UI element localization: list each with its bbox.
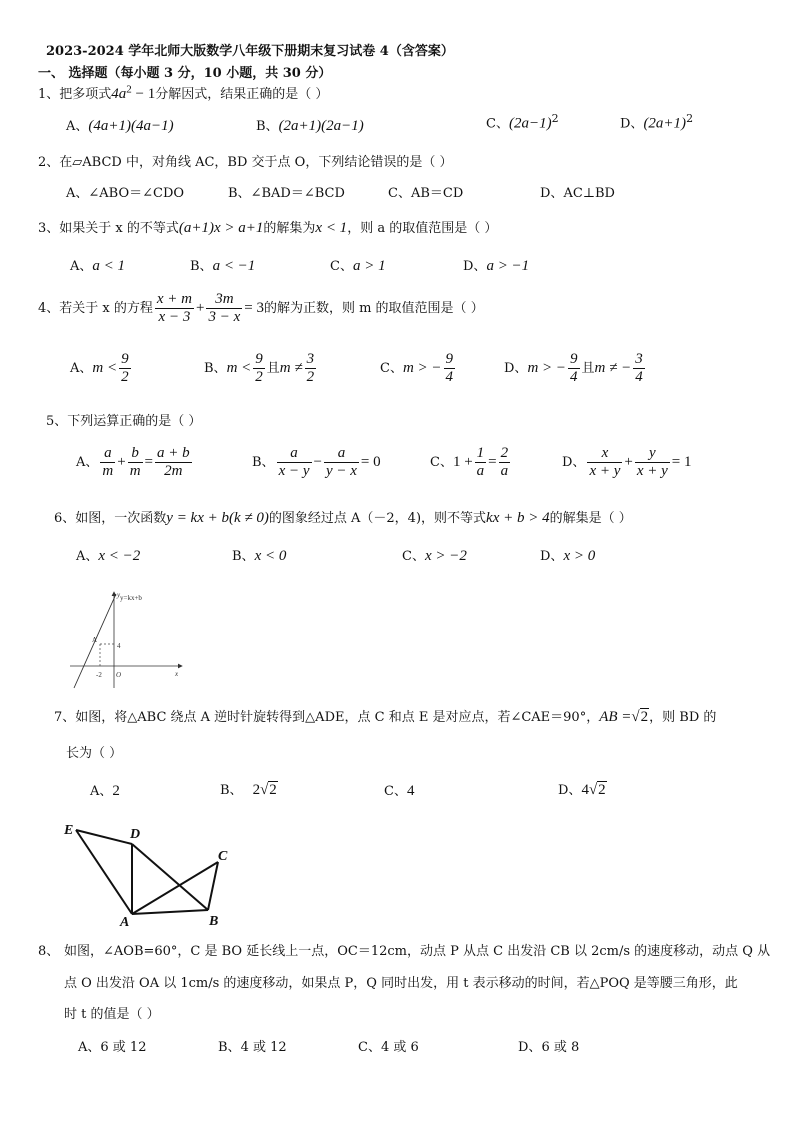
q5-option-d[interactable]: D、 $\frac{x}{x + y}$ + $\frac{y}{x + y}$ = 1 [562,445,692,479]
fraction: $\frac{3m}{3 - x}$ [208,291,241,325]
q7-option-b[interactable]: B、 2√2 [220,782,277,798]
q5-option-a[interactable]: A、 $\frac{a}{m}$ + $\frac{b}{m}$ = $\frac{a + b}{2m}$ [76,445,190,479]
line-label: y=kx+b [120,594,142,602]
q7-option-c[interactable]: C、4 [384,783,415,799]
label-d: D [130,827,141,842]
q8-option-c[interactable]: C、4 或 6 [358,1040,419,1055]
q4-option-a[interactable]: A、m < $\frac{9}{2}$ [70,351,129,385]
x-axis-label: x [175,670,179,678]
q1-option-c[interactable]: C、$(2a-1)^2$ [486,112,559,132]
y-axis-label: y [117,591,121,599]
x-tick-label: -2 [96,671,102,679]
question-8-line1: 如图，∠AOB=60°，C 是 BO 延长线上一点，OC＝12cm，动点 P 从点 C 出发沿 CB 以 2cm/s 的速度移动，动点 Q 从 [64,944,771,959]
q1-option-a[interactable]: A、(4a+1)(4a−1) [66,118,174,134]
question-3: 3、如果关于 x 的不等式(a+1)x > a+1的解集为x < 1，则 a 的取值范围是（ ） [38,220,498,236]
q6-option-c[interactable]: C、x > −2 [402,548,467,564]
segment-ab [132,910,208,914]
section-heading: 一、 选择题（每小题 3 分，10 小题，共 30 分） [38,66,332,81]
q2-option-a[interactable]: A、∠ABO＝∠CDO [66,186,185,201]
q3-option-d[interactable]: D、a > −1 [463,258,530,274]
q2-option-d[interactable]: D、AC⊥BD [540,186,615,201]
q7-option-d[interactable]: D、4√2 [558,782,606,798]
point-a-label: A [92,636,98,644]
question-8-number: 8、 [38,944,60,959]
question-5: 5、下列运算正确的是（ ） [46,414,202,429]
q2-option-c[interactable]: C、AB＝CD [388,186,464,201]
fraction: $\frac{x + m}{x - 3}$ [156,291,192,325]
label-e: E [64,823,74,838]
question-8-line3: 时 t 的值是（ ） [64,1007,160,1022]
question-6: 6、如图，一次函数y = kx + b(k ≠ 0)的图象经过点 A（－2，4)，则不等式kx + b > 4的解集是（ ） [54,510,632,526]
q3-option-b[interactable]: B、a < −1 [190,258,256,274]
q1-option-d[interactable]: D、$(2a+1)^2$ [620,112,694,132]
q3-option-c[interactable]: C、a > 1 [330,258,386,274]
rotation-figure [62,818,242,928]
question-1: 1、把多项式$4a^2 - 1$分解因式，结果正确的是（ ） [38,83,329,102]
question-7-line2: 长为（ ） [66,746,123,761]
q4-option-d[interactable]: D、m > − $\frac{9}{4}$ 且m ≠ − $\frac{3}{4}$ [504,351,643,385]
q8-option-b[interactable]: B、4 或 12 [218,1040,287,1055]
q4-option-c[interactable]: C、m > − $\frac{9}{4}$ [380,351,454,385]
question-4: 4、若关于 x 的方程 $\frac{x + m}{x - 3}$ + $\frac{3m}{3 - x}$ = 3的解为正数，则 m 的取值范围是（ ） [38,291,484,325]
q3-option-a[interactable]: A、a < 1 [70,258,126,274]
question-8-line2: 点 O 出发沿 OA 以 1cm/s 的速度移动，如果点 P，Q 同时出发，用 t 表示移动的时间，若△POQ 是等腰三角形，此 [64,976,738,991]
q4-option-b[interactable]: B、m < $\frac{9}{2}$ 且m ≠ $\frac{3}{2}$ [204,351,315,385]
q6-option-d[interactable]: D、x > 0 [540,548,596,564]
linear-function-graph [64,586,188,692]
segment-bc [208,862,218,910]
label-c: C [218,849,228,864]
question-2: 2、在▱ABCD 中，对角线 AC，BD 交于点 O，下列结论错误的是（ ） [38,155,453,170]
label-b: B [209,914,219,928]
q8-option-d[interactable]: D、6 或 8 [518,1040,580,1055]
q5-option-c[interactable]: C、1 + $\frac{1}{a}$ = $\frac{2}{a}$ [430,445,509,479]
q5-option-b[interactable]: B、 $\frac{a}{x - y}$ − $\frac{a}{y - x}$ = 0 [252,445,381,479]
q8-option-a[interactable]: A、6 或 12 [78,1040,147,1055]
q6-option-b[interactable]: B、x < 0 [232,548,287,564]
page-title: 2023-2024 学年北师大版数学八年级下册期末复习试卷 4（含答案） [46,44,454,59]
q7-option-a[interactable]: A、2 [90,783,120,799]
q6-option-a[interactable]: A、x < −2 [76,548,141,564]
q2-option-b[interactable]: B、∠BAD＝∠BCD [228,186,345,201]
question-7: 7、如图，将△ABC 绕点 A 逆时针旋转得到△ADE，点 C 和点 E 是对应点，若∠CAE＝90°，AB =√2，则 BD 的 [54,709,717,725]
segment-db [132,844,208,910]
origin-label: O [116,671,122,679]
y-tick-label: 4 [117,642,121,650]
q1-option-b[interactable]: B、(2a+1)(2a−1) [256,118,364,134]
label-a: A [120,915,130,928]
